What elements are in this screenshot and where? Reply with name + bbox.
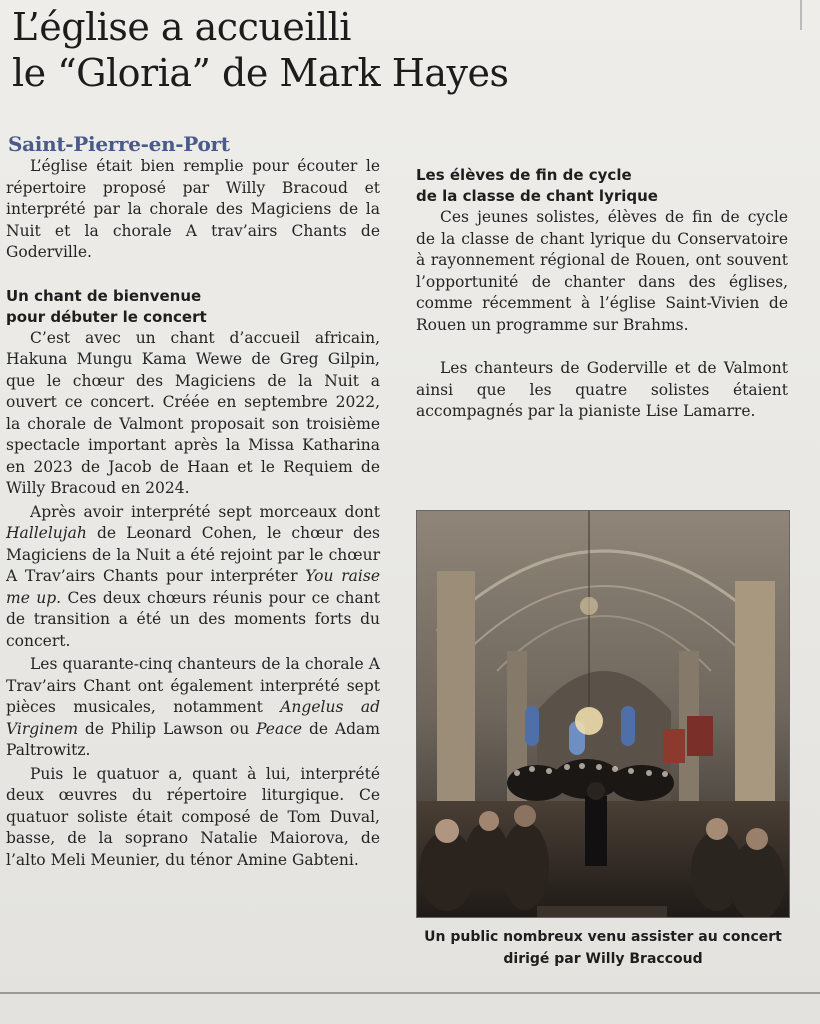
headline-line-1: L’église a accueilli bbox=[12, 5, 351, 49]
headline-line-2: le “Gloria” de Mark Hayes bbox=[12, 51, 509, 95]
song-title: Hallelujah bbox=[6, 524, 87, 542]
caption-line: Un public nombreux venu assister au concert bbox=[424, 929, 782, 945]
body-paragraph bbox=[6, 654, 380, 762]
section-heading-line: pour débuter le concert bbox=[6, 307, 207, 326]
section-heading-line: de la classe de chant lyrique bbox=[416, 187, 658, 205]
page-fold-line bbox=[0, 992, 820, 994]
article-headline bbox=[12, 4, 612, 96]
section-heading-line: Les élèves de fin de cycle bbox=[416, 166, 632, 184]
body-paragraph: Ces jeunes solistes, élèves de fin de cycle de la classe de chant lyrique du Conservatoire à rayonnement régional de Rouen, ont souvent l’opportunité de chanter dans des églises, comme récemment à l’église Saint-Vivien de Rouen un programme sur Brahms. bbox=[416, 208, 788, 334]
text-run: Ces deux chœurs réunis pour ce chant de transition a été un des moments forts du concert. bbox=[6, 588, 380, 650]
left-column bbox=[6, 156, 380, 873]
right-column bbox=[416, 165, 788, 425]
caption-line: dirigé par Willy Braccoud bbox=[503, 951, 703, 967]
text-run: de Philip Lawson ou bbox=[78, 719, 257, 738]
column-rule bbox=[800, 0, 802, 30]
body-paragraph bbox=[6, 502, 380, 653]
song-title: Angelus ad Virginem bbox=[6, 698, 380, 738]
section-heading-line: Un chant de bienvenue bbox=[6, 286, 202, 305]
body-paragraph: C’est avec un chant d’accueil africain, Hakuna Mungu Kama Wewe de Greg Gilpin, que le chœur des Magiciens de la Nuit a ouvert ce concert. Créée en septembre 2022, la chorale de Valmont proposait son troisième spectacle important après la Missa Katharina en 2023 de Jacob de Haan et le Requiem de Willy Bracoud en 2024. bbox=[6, 328, 380, 497]
concert-photo bbox=[416, 510, 790, 918]
text-run: Les quarante-cinq chanteurs de la chorale A Trav’airs Chant ont également interprété sept pièces musicales, notamment bbox=[6, 655, 380, 716]
church-interior-image bbox=[417, 511, 790, 918]
text-run: de Adam Paltrowitz. bbox=[6, 719, 380, 759]
body-paragraph: Les chanteurs de Goderville et de Valmont ainsi que les quatre solistes étaient accompagnés par la pianiste Lise Lamarre. bbox=[416, 359, 788, 420]
text-run: Après avoir interprété sept morceaux dont bbox=[30, 502, 380, 521]
section-heading-welcome bbox=[6, 286, 380, 328]
section-heading-students bbox=[416, 165, 788, 207]
photo-caption bbox=[416, 926, 790, 970]
text-run: de Leonard Cohen, le chœur des Magiciens de la Nuit a été rejoint par le chœur A Trav’airs Chants pour interpréter bbox=[6, 524, 380, 585]
song-title: You raise me up. bbox=[6, 567, 380, 607]
body-paragraph: Puis le quatuor a, quant à lui, interprété deux œuvres du répertoire liturgique. Ce quatuor soliste était composé de Tom Duval, basse, de la soprano Natalie Maiorova, de l’alto Meli Meunier, du ténor Amine Gabteni. bbox=[6, 764, 380, 869]
song-title: Peace bbox=[256, 719, 303, 738]
intro-paragraph: L’église était bien remplie pour écouter le répertoire proposé par Willy Bracoud et interprété par la chorale des Magiciens de la Nuit et la chorale A trav’airs Chants de Goderville. bbox=[6, 157, 380, 261]
dateline: Saint-Pierre-en-Port bbox=[8, 132, 230, 156]
